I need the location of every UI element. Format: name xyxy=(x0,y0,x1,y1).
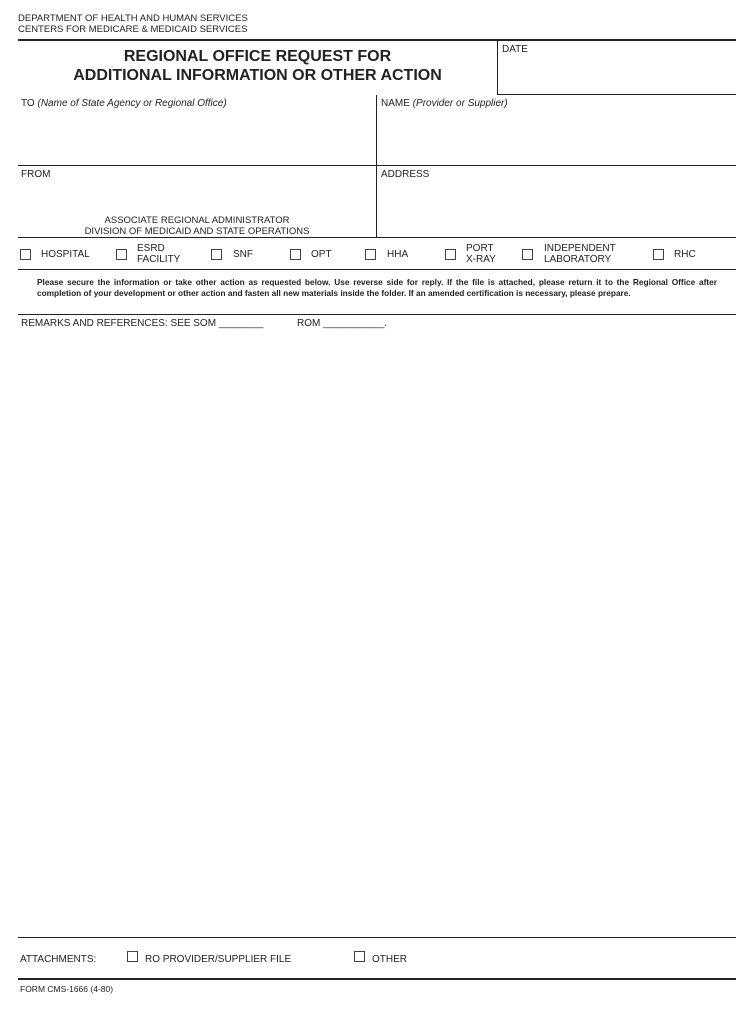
lab-label-line-2: LABORATORY xyxy=(544,254,612,265)
hha-checkbox[interactable] xyxy=(365,249,376,260)
date-box-divider xyxy=(497,41,498,95)
name-hint: (Provider or Supplier) xyxy=(412,98,508,109)
som-blank: ________ xyxy=(218,318,264,329)
instructions-text: Please secure the information or take other action as requested below. Use reverse side for reply. If the file is attached, please return it to the Regional Office after completion of your development or other action and fasten all new materials inside the folder. If an amended certification is necessary, please prepare. xyxy=(37,277,717,298)
independent-laboratory-label xyxy=(544,243,616,265)
department-name: DEPARTMENT OF HEALTH AND HUMAN SERVICES xyxy=(18,13,248,24)
rhc-label-line-1: RHC xyxy=(674,249,696,260)
center-divider xyxy=(376,95,377,237)
esrd-label-line-2: FACILITY xyxy=(137,254,181,265)
rom-blank: ___________. xyxy=(323,318,388,329)
name-label: NAME xyxy=(381,98,410,109)
form-number: FORM CMS-1666 (4-80) xyxy=(20,984,114,994)
port-xray-label-line-2: X-RAY xyxy=(466,254,496,265)
from-office xyxy=(18,215,376,237)
port-xray-checkbox[interactable] xyxy=(445,249,456,260)
attachments-top-rule xyxy=(18,937,736,938)
hha-label-line-1: HHA xyxy=(387,249,409,260)
top-rule xyxy=(18,39,736,41)
snf-label-line-1: SNF xyxy=(233,249,253,260)
footer-rule xyxy=(18,978,736,980)
remarks-body-field[interactable] xyxy=(21,334,733,932)
address-field[interactable] xyxy=(381,184,731,234)
rom-group xyxy=(297,318,387,330)
esrd-facility-checkbox[interactable] xyxy=(116,249,127,260)
independent-laboratory-checkbox[interactable] xyxy=(522,249,533,260)
opt-label xyxy=(311,249,332,260)
port-xray-label-line-1: PORT xyxy=(466,243,494,254)
row-divider-2 xyxy=(18,237,736,238)
snf-label xyxy=(233,249,253,260)
attachments-label: ATTACHMENTS: xyxy=(20,954,97,965)
rhc-checkbox[interactable] xyxy=(653,249,664,260)
esrd-facility-label xyxy=(137,243,180,265)
name-label-group xyxy=(381,98,508,110)
port-xray-label xyxy=(466,243,496,265)
name-field[interactable] xyxy=(381,114,731,162)
to-label: TO xyxy=(21,98,35,109)
esrd-label-line-1: ESRD xyxy=(137,243,165,254)
agency-header xyxy=(18,13,248,35)
date-field[interactable] xyxy=(500,58,732,92)
lab-label-line-1: INDEPENDENT xyxy=(544,243,616,254)
date-box-bottom xyxy=(498,94,736,95)
rom-label: ROM xyxy=(297,318,321,329)
form-title-line-2: ADDITIONAL INFORMATION OR OTHER ACTION xyxy=(73,67,442,84)
ro-provider-supplier-file-label: RO PROVIDER/SUPPLIER FILE xyxy=(145,954,292,965)
to-label-group xyxy=(21,98,227,110)
opt-checkbox[interactable] xyxy=(290,249,301,260)
ro-provider-supplier-file-checkbox[interactable] xyxy=(127,951,138,962)
opt-label-line-1: OPT xyxy=(311,249,332,260)
from-office-line-2: DIVISION OF MEDICAID AND STATE OPERATIONS xyxy=(84,226,310,237)
row-divider-4 xyxy=(18,314,736,315)
to-field[interactable] xyxy=(21,114,371,162)
hha-label xyxy=(387,249,408,260)
from-label: FROM xyxy=(21,169,51,180)
snf-checkbox[interactable] xyxy=(211,249,222,260)
hospital-checkbox[interactable] xyxy=(20,249,31,260)
row-divider-1 xyxy=(18,165,736,166)
remarks-label: REMARKS AND REFERENCES: SEE SOM xyxy=(21,318,217,329)
hospital-label-line-1: HOSPITAL xyxy=(41,249,90,260)
row-divider-3 xyxy=(18,269,736,270)
other-attachment-label: OTHER xyxy=(372,954,407,965)
form-title xyxy=(18,47,497,85)
centers-name: CENTERS FOR MEDICARE & MEDICAID SERVICES xyxy=(18,24,248,35)
from-office-line-1: ASSOCIATE REGIONAL ADMINISTRATOR xyxy=(104,215,290,226)
form-title-line-1: REGIONAL OFFICE REQUEST FOR xyxy=(123,48,392,65)
date-label: DATE xyxy=(502,44,528,55)
to-hint: (Name of State Agency or Regional Office) xyxy=(37,98,227,109)
remarks-heading xyxy=(21,318,263,330)
other-attachment-checkbox[interactable] xyxy=(354,951,365,962)
rhc-label xyxy=(674,249,696,260)
address-label: ADDRESS xyxy=(381,169,430,180)
hospital-label xyxy=(41,249,90,260)
